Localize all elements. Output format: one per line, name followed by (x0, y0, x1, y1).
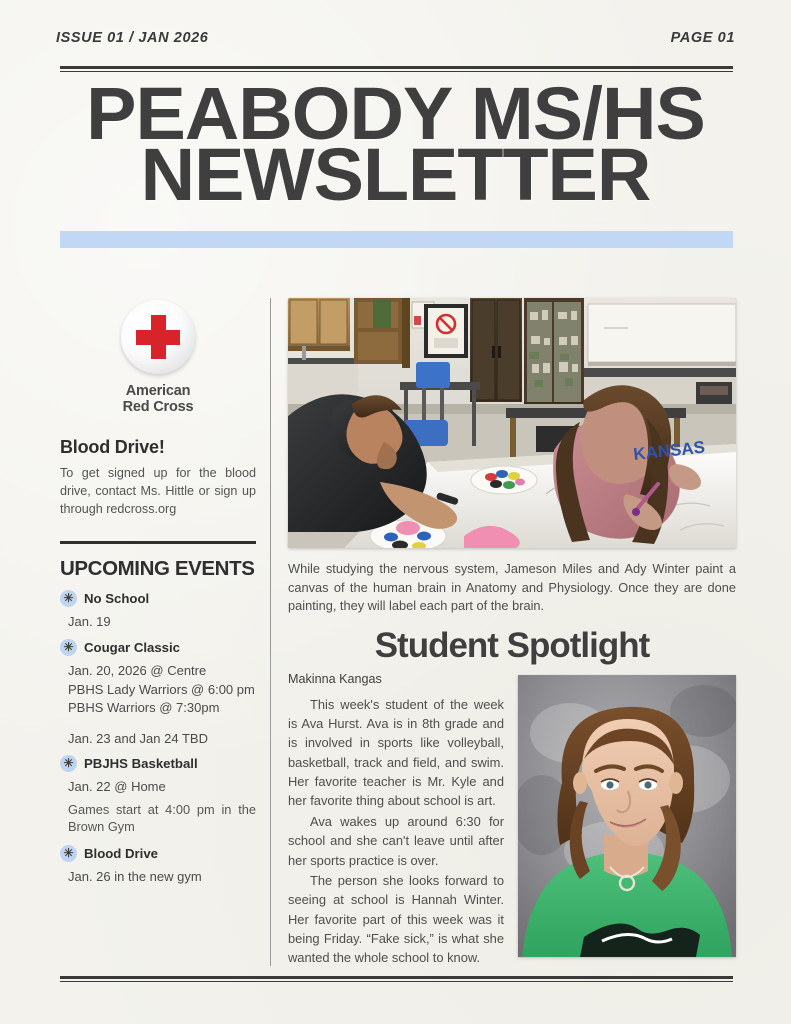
page-title (41, 72, 750, 216)
event-item (60, 845, 256, 885)
blood-drive-body: To get signed up for the blood drive, contact Ms. Hittle or sign up through redcross.org (60, 466, 256, 517)
masthead-line-2: NEWSLETTER (140, 132, 651, 216)
page-number-label: PAGE 01 (670, 30, 735, 46)
main-content (288, 298, 736, 969)
footer-divider-thin-line (60, 981, 733, 982)
event-date: Jan. 19 (68, 613, 111, 629)
article-paragraph: This week's student of the week is Ava Hurst. Ava is in 8th grade and is involved in sports like volleyball, basketball, track and field, and swim. Her favorite teacher is Mr. Kyle and her favorite thing about school is art. (288, 696, 504, 809)
asterisk-icon: ✳ (60, 845, 77, 862)
sidebar-divider (60, 541, 256, 544)
event-extra-note: Jan. 23 and Jan 24 TBD (68, 731, 208, 747)
event-item (60, 755, 256, 835)
event-item (60, 639, 256, 746)
event-date: Jan. 26 in the new gym (68, 868, 202, 884)
event-detail-line: PBHS Warriors @ 7:30pm (68, 699, 220, 715)
article-paragraph: Ava wakes up around 6:30 for school and she can't leave until after her sports practice is over. (288, 813, 504, 868)
sidebar (60, 296, 256, 885)
event-name: Blood Drive (84, 845, 159, 861)
event-detail-line: PBHS Lady Warriors @ 6:00 pm (68, 681, 255, 697)
event-name: PBJHS Basketball (84, 756, 198, 772)
asterisk-icon: ✳ (60, 639, 77, 656)
issue-label: ISSUE 01 / JAN 2026 (56, 30, 209, 46)
asterisk-icon: ✳ (60, 590, 77, 607)
upcoming-events-list (60, 590, 256, 885)
accent-bar (60, 231, 733, 248)
logo-text-line-1: American (125, 383, 191, 399)
american-red-cross-logo (60, 296, 256, 415)
blood-drive-heading: Blood Drive! (60, 437, 165, 458)
event-name: No School (84, 590, 150, 606)
event-note: Games start at 4:00 pm in the Brown Gym (68, 801, 256, 835)
footer-divider (60, 976, 733, 984)
page-header (56, 30, 735, 46)
event-date: Jan. 22 @ Home (68, 779, 166, 795)
asterisk-icon: ✳ (60, 755, 77, 772)
svg-text:KANSAS: KANSAS (632, 437, 706, 464)
article-paragraph: The person she looks forward to seeing at school is Hannah Winter. Her favorite part of this week was it being Friday. “Fake sick,” is what she wanted the whole school to know. (288, 872, 504, 966)
logo-text (60, 383, 256, 415)
event-header (60, 590, 256, 607)
event-name: Cougar Classic (84, 640, 181, 656)
masthead-line-1: PEABODY MS/HS (86, 72, 705, 155)
cross-horizontal-bar (136, 330, 180, 345)
event-date: Jan. 20, 2026 @ Centre (68, 663, 207, 679)
logo-text-line-2: Red Cross (122, 399, 194, 416)
photo-caption: While studying the nervous system, Jameson Miles and Ady Winter paint a canvas of the human brain in Anatomy and Physiology. Once they are done painting, they will label each part of the brain. (288, 561, 736, 614)
event-header (60, 639, 256, 656)
event-item (60, 590, 256, 630)
event-header (60, 755, 256, 772)
red-cross-icon (121, 300, 195, 374)
article-byline: Makinna Kangas (288, 671, 382, 686)
student-portrait (518, 675, 736, 957)
upcoming-events-heading: UPCOMING EVENTS (60, 556, 255, 580)
student-spotlight-heading: Student Spotlight (374, 625, 650, 665)
event-header (60, 845, 256, 862)
student-spotlight-article (288, 672, 736, 968)
column-divider (270, 298, 271, 966)
classroom-photo (288, 298, 736, 548)
